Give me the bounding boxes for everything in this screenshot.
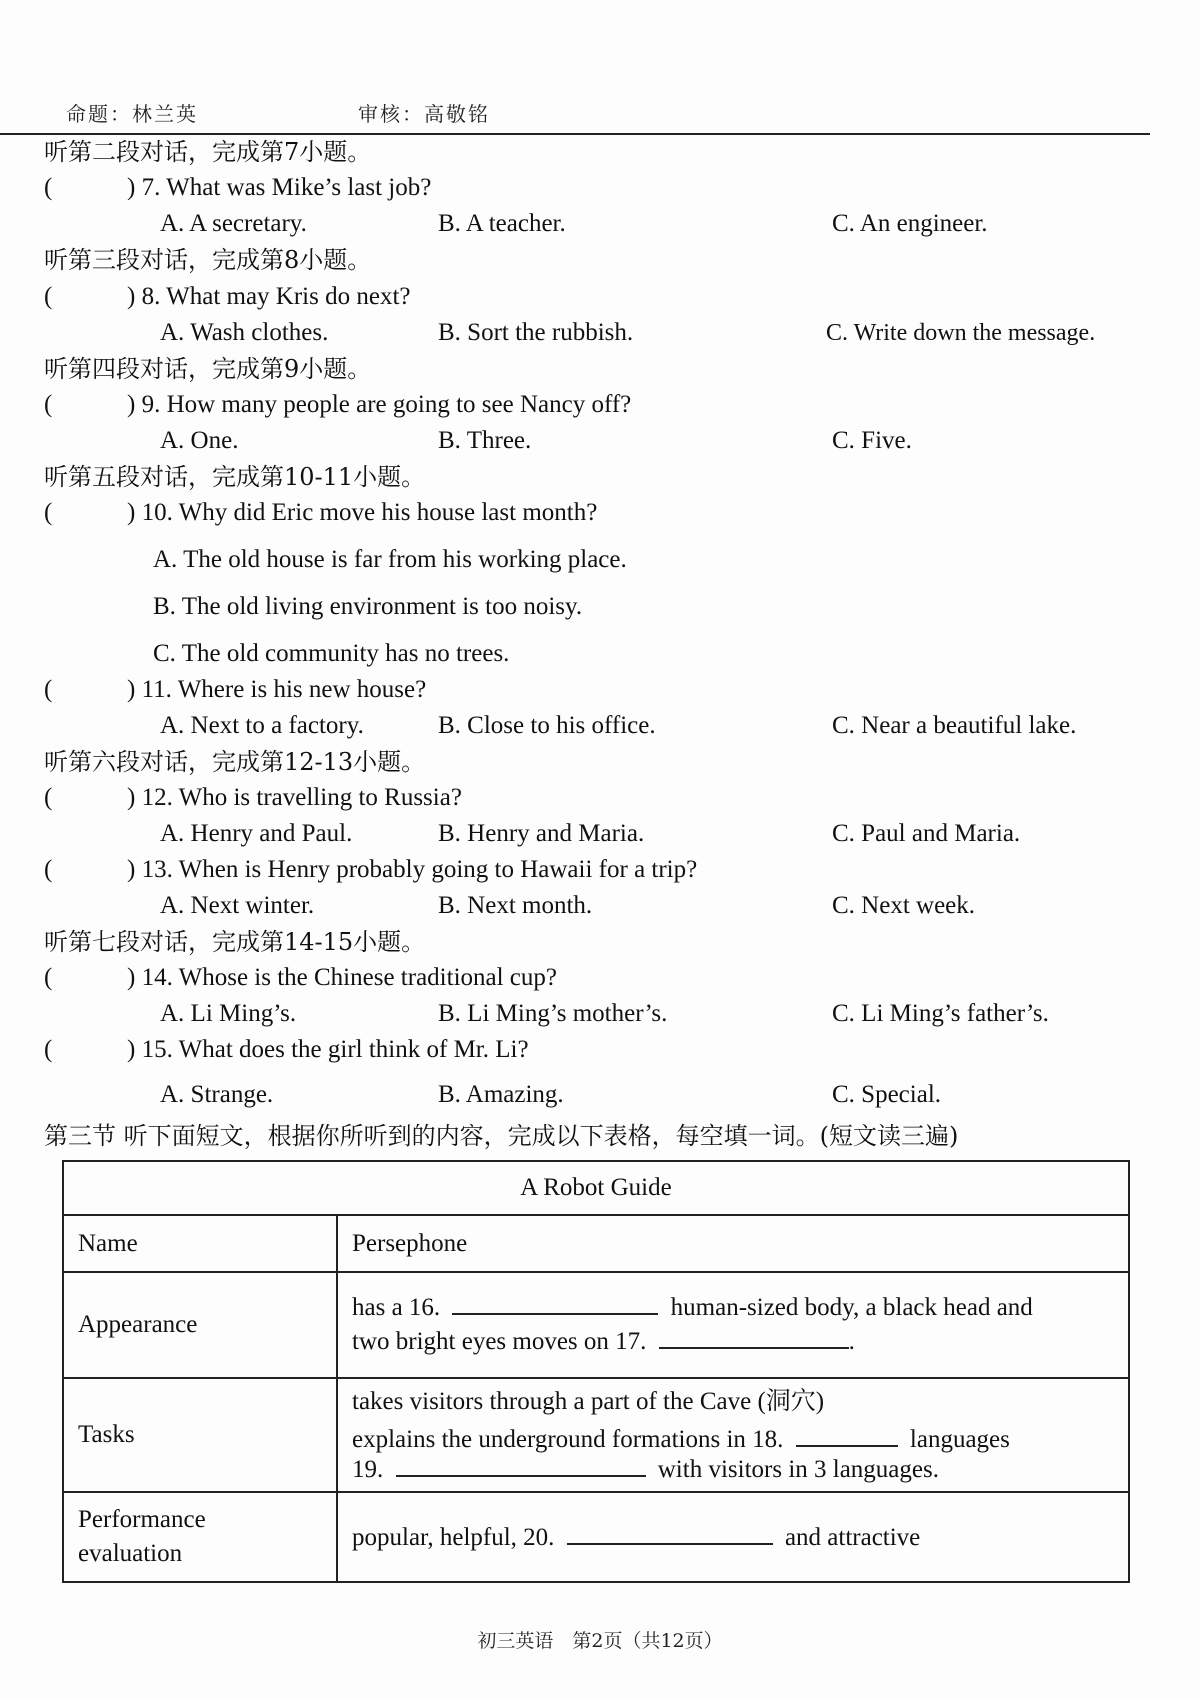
option-c[interactable]: C. Next week.: [832, 892, 976, 919]
option-c[interactable]: C. Near a beautiful lake.: [832, 712, 1077, 739]
appearance-cell: [337, 1272, 1129, 1378]
option-b[interactable]: B. Henry and Maria.: [438, 820, 645, 847]
option-c[interactable]: C. Special.: [832, 1081, 942, 1108]
tasks-cell: [337, 1378, 1129, 1492]
blank-16[interactable]: [452, 1293, 658, 1315]
appearance-text: has a 16.: [352, 1294, 441, 1321]
author-label: 命题：林兰英: [66, 102, 198, 126]
table-row: [63, 1492, 1129, 1582]
section-heading-3: 听第三段对话，完成第8小题。: [44, 246, 372, 274]
option-c[interactable]: C. Paul and Maria.: [832, 820, 1021, 847]
section-heading-2: 听第二段对话，完成第7小题。: [44, 138, 372, 166]
option-b[interactable]: B. The old living environment is too noisy.: [153, 593, 583, 620]
option-b[interactable]: B. Three.: [438, 427, 532, 454]
performance-label: [63, 1492, 337, 1582]
question-text: ) 15. What does the girl think of Mr. Li?: [127, 1036, 529, 1063]
option-c[interactable]: C. Five.: [832, 427, 912, 454]
table-row: [63, 1378, 1129, 1492]
page-footer: 初三英语 第2页（共12页）: [477, 1630, 723, 1652]
appearance-text: human-sized body, a black head and: [670, 1294, 1033, 1321]
blank-17[interactable]: [659, 1327, 849, 1349]
table-title: A Robot Guide: [63, 1161, 1129, 1215]
answer-blank[interactable]: (: [44, 283, 53, 310]
option-b[interactable]: B. Close to his office.: [438, 712, 656, 739]
question-text: ) 11. Where is his new house?: [127, 676, 427, 703]
question-text: ) 13. When is Henry probably going to Hawaii for a trip?: [127, 856, 698, 883]
performance-label-line: evaluation: [78, 1540, 183, 1567]
option-c[interactable]: C. An engineer.: [832, 210, 988, 237]
appearance-text: .: [848, 1328, 855, 1355]
question-text: ) 12. Who is travelling to Russia?: [127, 784, 462, 811]
answer-blank[interactable]: (: [44, 856, 53, 883]
answer-blank[interactable]: (: [44, 499, 53, 526]
section-heading-7: 听第七段对话，完成第14-15小题。: [44, 928, 426, 956]
question-text: ) 10. Why did Eric move his house last month?: [127, 499, 598, 526]
appearance-label: Appearance: [63, 1272, 337, 1378]
section-heading-4: 听第四段对话，完成第9小题。: [44, 355, 372, 383]
answer-blank[interactable]: (: [44, 1036, 53, 1063]
tasks-text: takes visitors through a part of the Cave (洞穴): [352, 1388, 825, 1415]
option-a[interactable]: A. Li Ming’s.: [160, 1000, 297, 1027]
question-text: ) 7. What was Mike’s last job?: [127, 174, 432, 201]
section-heading-6: 听第六段对话，完成第12-13小题。: [44, 748, 426, 776]
table-row: [63, 1272, 1129, 1378]
table-row: [63, 1215, 1129, 1272]
option-b[interactable]: B. A teacher.: [438, 210, 566, 237]
performance-cell: [337, 1492, 1129, 1582]
answer-blank[interactable]: (: [44, 174, 53, 201]
question-text: ) 14. Whose is the Chinese traditional cup?: [127, 964, 557, 991]
option-b[interactable]: B. Next month.: [438, 892, 593, 919]
blank-18[interactable]: [796, 1425, 898, 1447]
answer-blank[interactable]: (: [44, 391, 53, 418]
robot-guide-table: [62, 1160, 1130, 1583]
blank-20[interactable]: [567, 1523, 773, 1545]
option-c[interactable]: C. Write down the message.: [826, 320, 1096, 346]
answer-blank[interactable]: (: [44, 676, 53, 703]
option-a[interactable]: A. A secretary.: [160, 210, 307, 237]
performance-text: popular, helpful, 20.: [352, 1523, 555, 1551]
option-b[interactable]: B. Amazing.: [438, 1081, 564, 1108]
header-rule: [0, 133, 1150, 135]
option-a[interactable]: A. The old house is far from his working place.: [153, 546, 627, 573]
tasks-text: 19.: [352, 1456, 384, 1483]
performance-text: and attractive: [784, 1523, 921, 1551]
page-header: [66, 98, 490, 127]
option-a[interactable]: A. Next winter.: [160, 892, 315, 919]
option-c[interactable]: C. The old community has no trees.: [153, 640, 510, 667]
blank-19[interactable]: [396, 1455, 646, 1477]
option-a[interactable]: A. Henry and Paul.: [160, 820, 353, 847]
option-a[interactable]: A. Next to a factory.: [160, 712, 364, 739]
option-a[interactable]: A. Strange.: [160, 1081, 274, 1108]
option-a[interactable]: A. One.: [160, 427, 239, 454]
tasks-text: explains the underground formations in 18.: [352, 1426, 784, 1453]
section-heading-5: 听第五段对话，完成第10-11小题。: [44, 463, 426, 491]
tasks-text: with visitors in 3 languages.: [657, 1456, 939, 1483]
option-b[interactable]: B. Li Ming’s mother’s.: [438, 1000, 668, 1027]
part-three-heading: 第三节 听下面短文，根据你所听到的内容，完成以下表格，每空填一词。(短文读三遍): [44, 1122, 959, 1150]
tasks-text: languages: [909, 1426, 1010, 1453]
question-text: ) 8. What may Kris do next?: [127, 283, 411, 310]
answer-blank[interactable]: (: [44, 784, 53, 811]
reviewer-label: 审核：高敬铭: [358, 102, 490, 126]
name-label: Name: [63, 1215, 337, 1272]
tasks-label: Tasks: [63, 1378, 337, 1492]
performance-label-line: Performance: [78, 1506, 206, 1533]
option-b[interactable]: B. Sort the rubbish.: [438, 319, 634, 346]
answer-blank[interactable]: (: [44, 964, 53, 991]
question-text: ) 9. How many people are going to see Nancy off?: [127, 391, 632, 418]
name-value: Persephone: [337, 1215, 1129, 1272]
appearance-text: two bright eyes moves on 17.: [352, 1328, 647, 1355]
option-c[interactable]: C. Li Ming’s father’s.: [832, 1000, 1049, 1027]
option-a[interactable]: A. Wash clothes.: [160, 319, 329, 346]
